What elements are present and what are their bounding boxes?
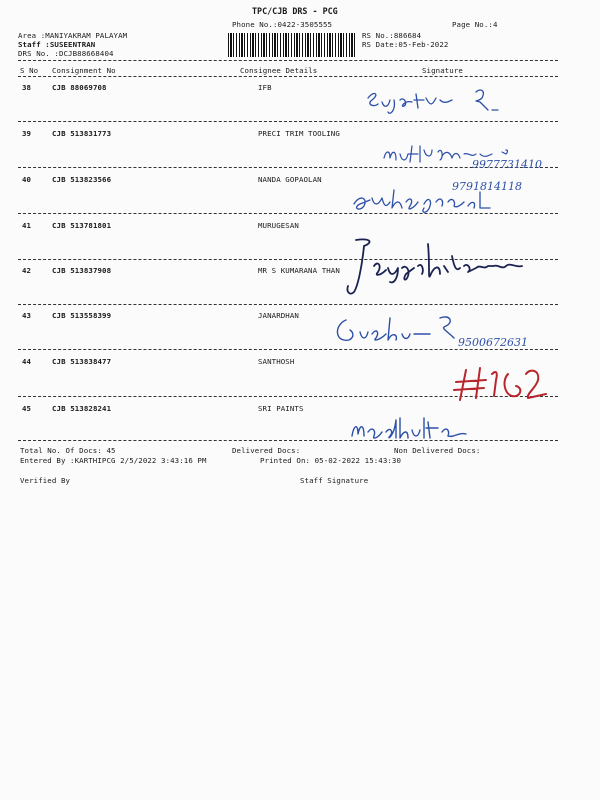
row-sno: 45 [22,404,32,413]
total-docs: Total No. Of Docs: 45 [20,446,116,455]
row-consignee: JANARDHAN [258,311,299,320]
rs-number: RS No.:886684 [362,31,422,40]
signature-image [360,86,520,118]
area-field: Area :MANIYAKRAM PALAYAM [18,31,128,40]
row-sno: 39 [22,129,32,138]
row-consignee: SANTHOSH [258,357,295,366]
row-sno: 38 [22,83,32,92]
row-consignment-no: CJB 88069708 [52,83,107,92]
row-consignment-no: CJB 513838477 [52,357,112,366]
staff-signature-label: Staff Signature [300,476,369,485]
delivered-docs: Delivered Docs: [232,446,301,455]
row-consignee: MR S KUMARANA THAN [258,266,340,275]
barcode-image [228,33,356,57]
verified-by-label: Verified By [20,476,71,485]
svg-text:9977731410: 9977731410 [472,158,542,171]
row-consignee: NANDA GOPAOLAN [258,175,322,184]
row-divider [18,121,558,122]
divider [18,60,558,61]
page-number: Page No.:4 [452,20,498,29]
row-consignment-no: CJB 513831773 [52,129,112,138]
row-consignment-no: CJB 513558399 [52,311,112,320]
row-consignee: MURUGESAN [258,221,299,230]
non-delivered-docs: Non Delivered Docs: [394,446,481,455]
phone-number: Phone No.:0422-3505555 [232,20,333,29]
row-sno: 41 [22,221,32,230]
rs-date: RS Date:05-Feb-2022 [362,40,449,49]
row-sno: 40 [22,175,32,184]
signature-image [344,236,534,302]
row-sno: 43 [22,311,32,320]
column-header-signature: Signature [422,66,463,75]
entered-by: Entered By :KARTHIPCG 2/5/2022 3:43:16 PM [20,456,207,465]
row-divider [18,304,558,305]
row-consignee: IFB [258,83,272,92]
signature-image [380,140,570,174]
row-sno: 42 [22,266,32,275]
column-header-consignee: Consignee Details [240,66,318,75]
signature-image [330,310,570,352]
report-title: TPC/CJB DRS - PCG [252,6,338,16]
svg-text:9791814118: 9791814118 [452,180,522,193]
signature-image [346,412,496,442]
divider [18,76,558,77]
signature-image [340,178,560,218]
printed-on: Printed On: 05-02-2022 15:43:30 [260,456,402,465]
row-consignment-no: CJB 513828241 [52,404,112,413]
row-consignment-no: CJB 513823566 [52,175,112,184]
svg-text:9500672631: 9500672631 [458,336,528,349]
column-header-consignment: Consignment No [52,66,116,75]
signature-image [450,360,560,402]
row-sno: 44 [22,357,32,366]
row-consignment-no: CJB 513781801 [52,221,112,230]
staff-field: Staff :SUSEENTRAN [18,40,96,49]
column-header-sno: S No [20,66,39,75]
drs-number: DRS No. :DCJB88668404 [18,49,114,58]
row-consignee: PRECI TRIM TOOLING [258,129,340,138]
row-consignee: SRI PAINTS [258,404,304,413]
row-consignment-no: CJB 513837908 [52,266,112,275]
